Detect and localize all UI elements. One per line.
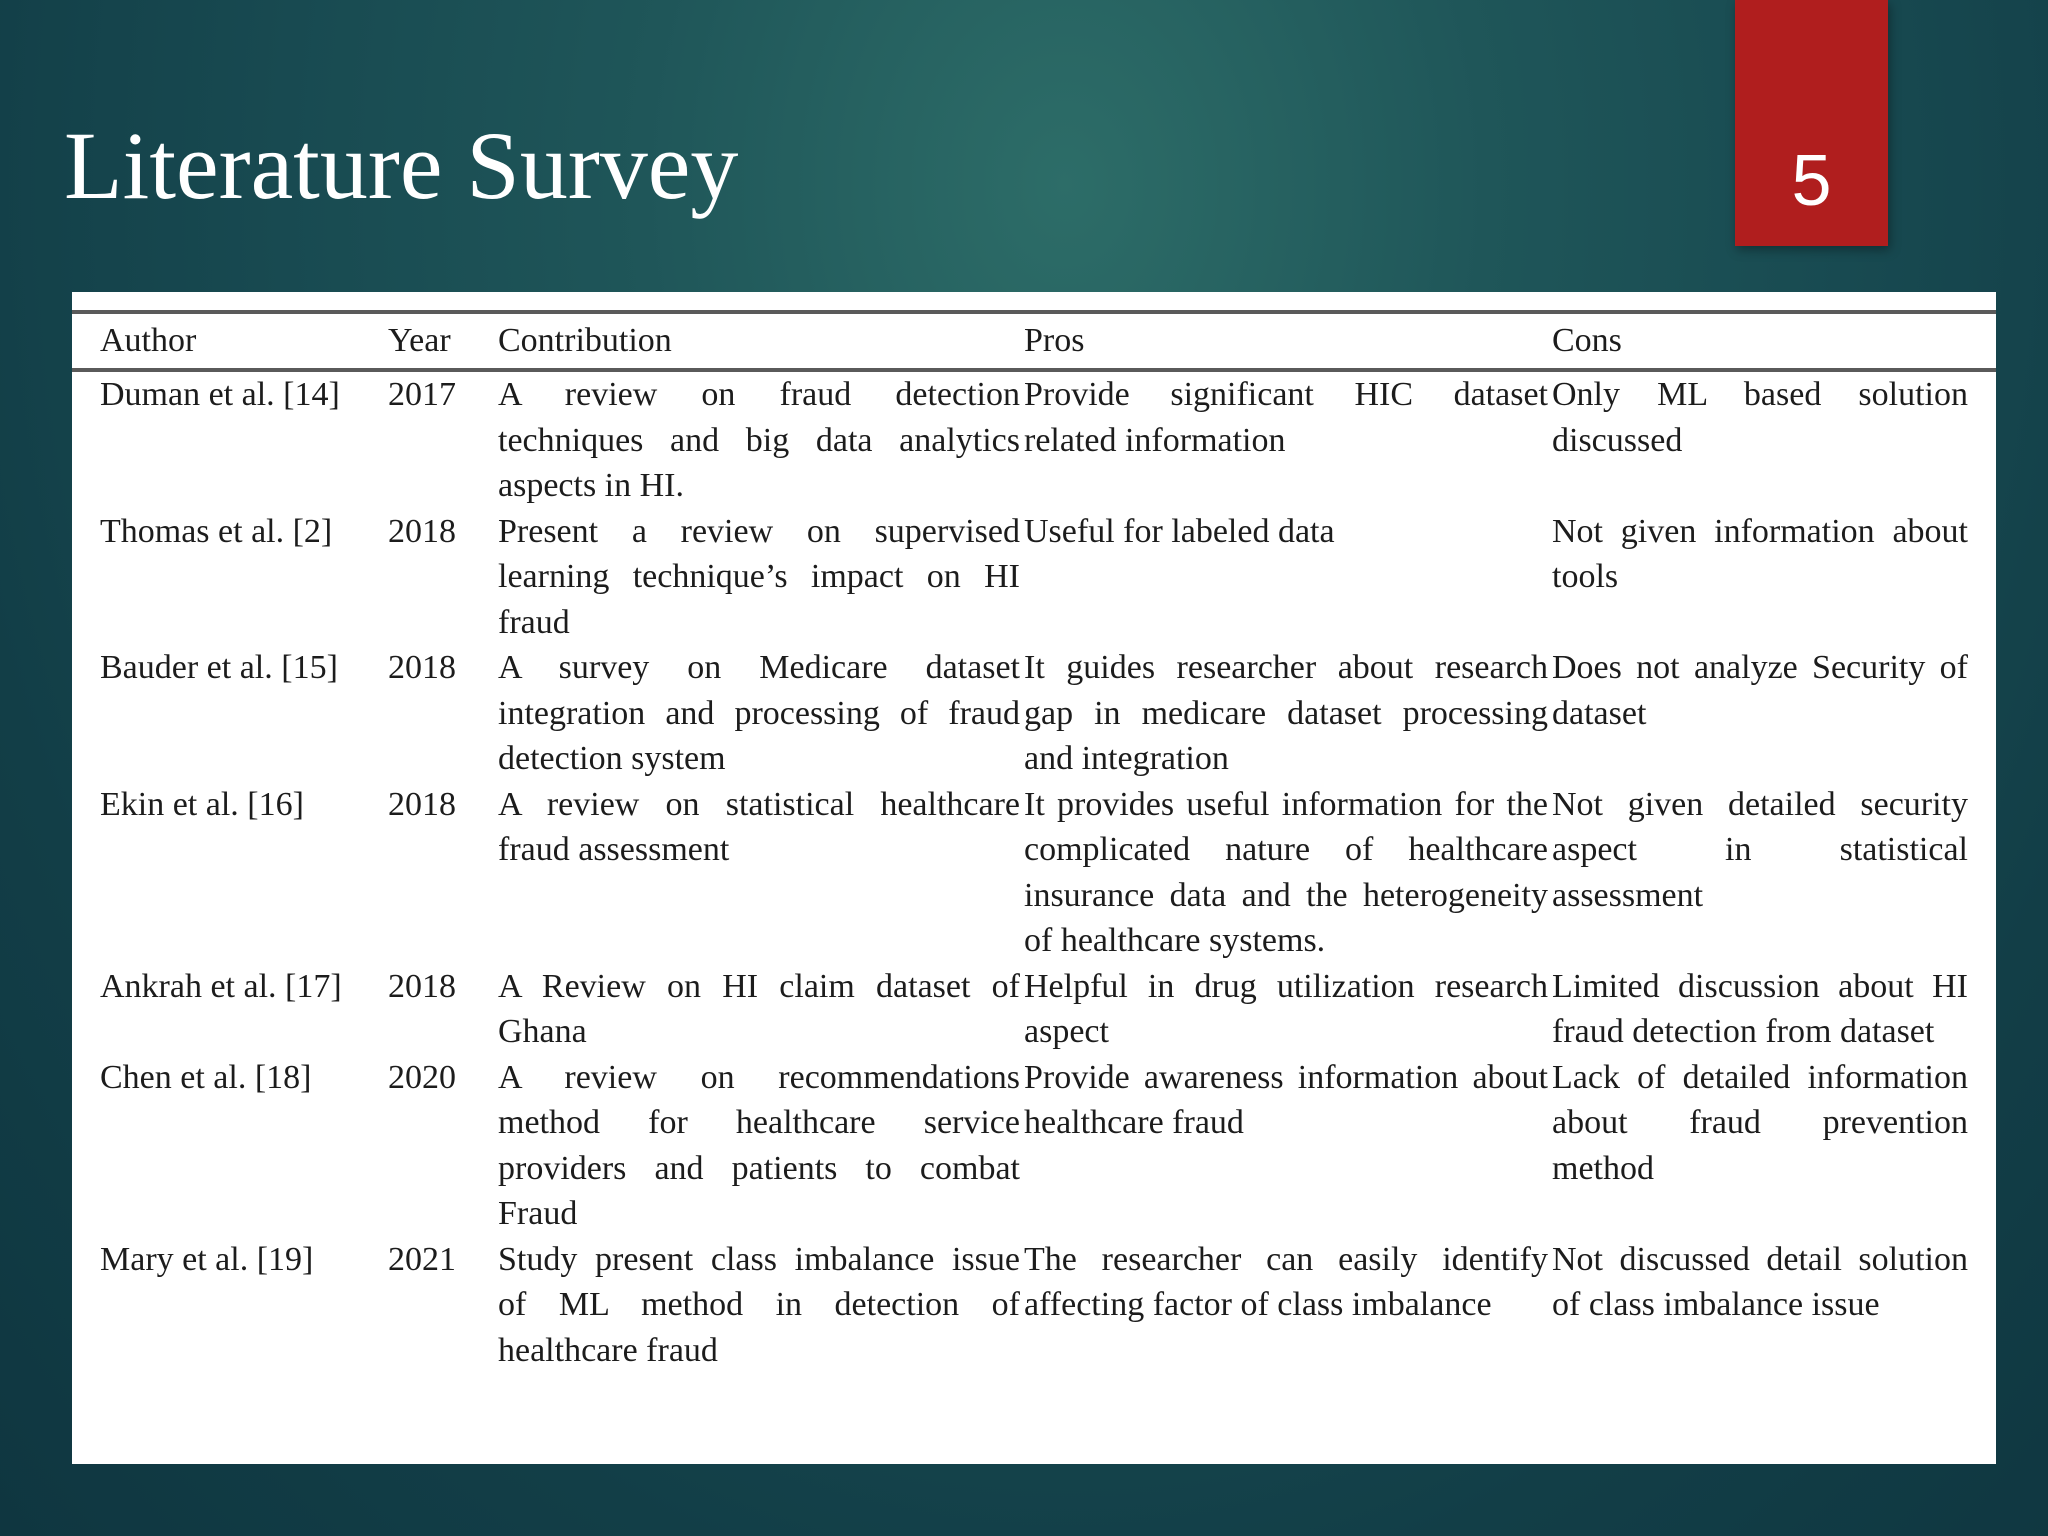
literature-table [72,310,1996,1373]
header-cons: Cons [1552,322,1622,360]
table-row [72,782,1996,964]
header-row [72,312,1996,370]
cell-pros: It provides useful information for the complicated nature of healthcare insurance data and the heterogeneity of healthcare systems. [1024,785,1548,959]
slide-title: Literature Survey [64,112,739,219]
cell-cons: Not discussed detail solution of class imbalance issue [1552,1240,1968,1323]
cell-contribution: A Review on HI claim dataset of Ghana [498,967,1020,1050]
cell-year: 2018 [388,967,456,1005]
cell-year: 2018 [388,512,456,550]
cell-cons: Lack of detailed information about fraud prevention method [1552,1058,1968,1187]
cell-author: Mary et al. [19] [100,1240,314,1278]
cell-contribution: Present a review on supervised learning technique’s impact on HI fraud [498,512,1020,641]
cell-author: Ekin et al. [16] [100,785,304,823]
cell-cons: Not given information about tools [1552,512,1968,595]
header-contribution: Contribution [498,322,672,360]
cell-contribution: Study present class imbalance issue of ML method in detection of healthcare fraud [498,1240,1020,1369]
cell-pros: Useful for labeled data [1024,512,1335,550]
table-row [72,645,1996,782]
cell-contribution: A review on recommendations method for healthcare service providers and patients to combat Fraud [498,1058,1020,1232]
cell-contribution: A survey on Medicare dataset integration and processing of fraud detection system [498,649,1020,777]
cell-year: 2017 [388,376,456,413]
header-year: Year [388,322,451,360]
table-row [72,964,1996,1055]
cell-year: 2018 [388,649,456,686]
cell-author: Bauder et al. [15] [100,649,338,686]
cell-cons: Limited discussion about HI fraud detection from dataset [1552,967,1968,1050]
page-number-badge [1735,0,1888,246]
cell-contribution: A review on fraud detection techniques and big data analytics aspects in HI. [498,376,1020,504]
cell-pros: Provide significant HIC dataset related information [1024,376,1548,459]
cell-pros: The researcher can easily identify affecting factor of class imbalance [1024,1240,1548,1323]
table-row [72,1237,1996,1374]
cell-author: Duman et al. [14] [100,376,340,413]
cell-author: Chen et al. [18] [100,1058,312,1096]
cell-author: Thomas et al. [2] [100,512,333,550]
table-body [72,370,1996,1373]
header-pros: Pros [1024,322,1085,360]
cell-cons: Does not analyze Security of dataset [1552,649,1968,732]
cell-cons: Not given detailed security aspect in statistical assessment [1552,785,1968,914]
page-number: 5 [1791,141,1832,221]
header-author: Author [100,322,197,360]
cell-pros: Helpful in drug utilization research aspect [1024,967,1548,1050]
table-row [72,370,1996,509]
table-header [72,312,1996,370]
cell-cons: Only ML based solution discussed [1552,376,1968,459]
cell-author: Ankrah et al. [17] [100,967,342,1005]
cell-year: 2020 [388,1058,456,1096]
table-row [72,509,1996,646]
cell-year: 2021 [388,1240,456,1278]
cell-pros: It guides researcher about research gap in medicare dataset processing and integration [1024,649,1548,777]
cell-year: 2018 [388,785,456,823]
literature-table-panel [72,292,1996,1464]
table-row [72,1055,1996,1237]
cell-pros: Provide awareness information about healthcare fraud [1024,1058,1548,1141]
cell-contribution: A review on statistical healthcare fraud assessment [498,785,1020,868]
